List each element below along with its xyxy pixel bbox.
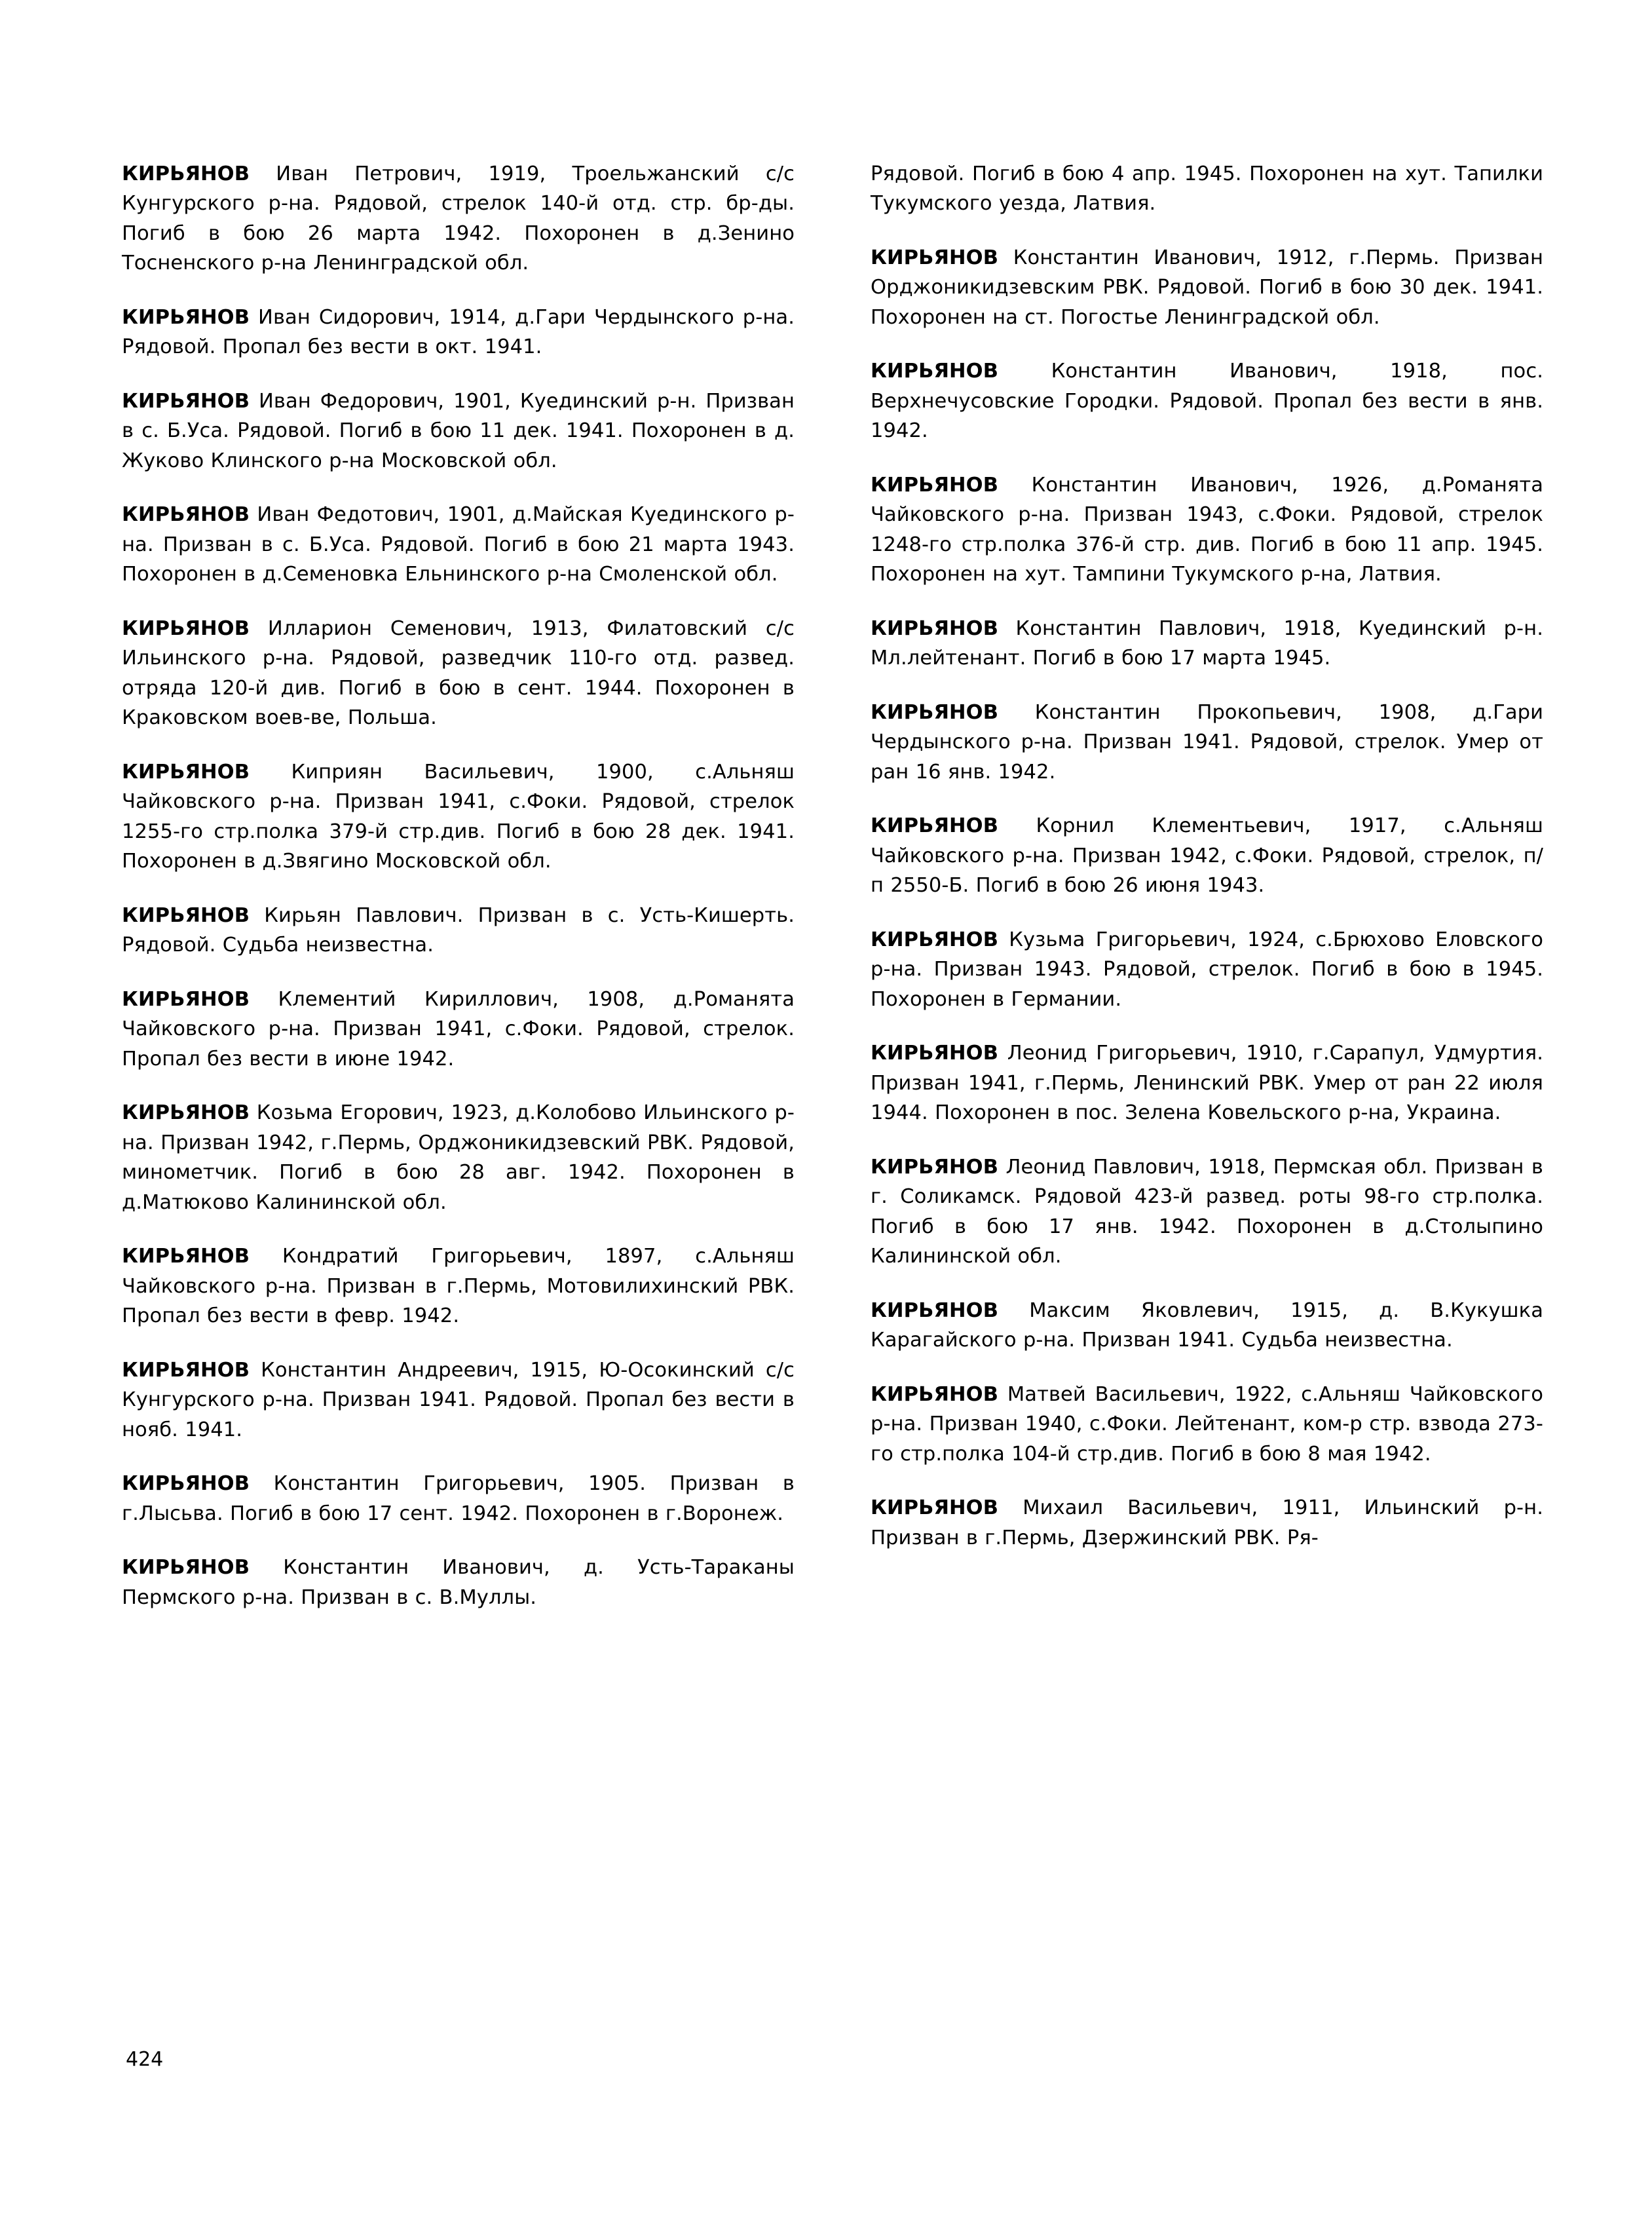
entry-surname: КИРЬЯНОВ <box>871 473 999 497</box>
list-item <box>122 985 795 1074</box>
entry-text: Михаил Васильевич, 1911, Ильинский р-н. Призван в г.Пермь, Дзержинский РВК. Ря- <box>871 1496 1543 1549</box>
entry-surname: КИРЬЯНОВ <box>122 1358 250 1382</box>
entry-text: Леонид Григорьевич, 1910, г.Сарапул, Удмуртия. Призван 1941, г.Пермь, Ленинский РВК. Умер от ран 22 июля 1944. Похоронен в пос. Зелена Ковельского р-на, Украина. <box>871 1042 1543 1124</box>
list-item <box>122 757 795 877</box>
entry-text: Матвей Васильевич, 1922, с.Альняш Чайковского р-на. Призван 1940, с.Фоки. Лейтенант, ком-р стр. взвода 273-го стр.полка 104-й стр.див. Погиб в бою 8 мая 1942. <box>871 1382 1543 1466</box>
entry-text: Леонид Павлович, 1918, Пермская обл. Призван в г. Соликамск. Рядовой 423-й развед. роты 98-го стр.полка. Погиб в бою 17 янв. 1942. Похоронен в д.Столыпино Калининской обл. <box>871 1155 1543 1268</box>
entry-surname: КИРЬЯНОВ <box>122 760 250 784</box>
entry-text: Константин Иванович, д. Усть-Тараканы Пермского р-на. Призван в с. В.Муллы. <box>122 1556 795 1609</box>
list-item <box>871 698 1543 787</box>
entry-surname: КИРЬЯНОВ <box>122 1101 250 1124</box>
list-item <box>871 470 1543 590</box>
column-right <box>871 139 1543 1612</box>
list-item <box>122 1356 795 1445</box>
column-left <box>122 139 795 1612</box>
entry-surname: КИРЬЯНОВ <box>122 305 250 329</box>
entry-text: Кондратий Григорьевич, 1897, с.Альняш Чайковского р-на. Призван в г.Пермь, Мотовилихинский РВК. Пропал без вести в февр. 1942. <box>122 1245 795 1327</box>
list-item <box>871 1038 1543 1128</box>
entry-surname: КИРЬЯНОВ <box>122 503 250 526</box>
entry-surname: КИРЬЯНОВ <box>122 987 250 1011</box>
entry-surname: КИРЬЯНОВ <box>871 1042 999 1065</box>
page-number: 424 <box>126 2048 164 2071</box>
entry-surname: КИРЬЯНОВ <box>122 389 250 413</box>
list-item <box>871 356 1543 446</box>
entry-text: Константин Павлович, 1918, Куединский р-н. Мл.лейтенант. Погиб в бою 17 марта 1945. <box>871 616 1543 670</box>
list-item <box>871 811 1543 901</box>
entry-text: Рядовой. Погиб в бою 4 апр. 1945. Похоронен на хут. Тапилки Тукумского уезда, Латвия. <box>871 162 1543 215</box>
list-item <box>871 614 1543 673</box>
text-columns <box>122 139 1543 1612</box>
list-item <box>871 1152 1543 1272</box>
entry-surname: КИРЬЯНОВ <box>871 928 999 951</box>
entry-surname: КИРЬЯНОВ <box>871 1496 999 1519</box>
list-item <box>122 1469 795 1528</box>
entry-surname: КИРЬЯНОВ <box>871 700 999 724</box>
entry-text: Иван Петрович, 1919, Троельжанский с/с Кунгурского р-на. Рядовой, стрелок 140-й отд. стр. бр-ды. Погиб в бою 26 марта 1942. Похоронен в д.Зенино Тосненского р-на Ленинградской обл. <box>122 162 795 275</box>
entry-surname: КИРЬЯНОВ <box>122 162 250 185</box>
entry-surname: КИРЬЯНОВ <box>871 246 999 269</box>
list-item <box>871 1296 1543 1356</box>
entry-surname: КИРЬЯНОВ <box>871 616 999 640</box>
entry-surname: КИРЬЯНОВ <box>122 903 250 927</box>
list-item <box>122 614 795 733</box>
list-item <box>122 303 795 362</box>
list-item <box>122 387 795 476</box>
list-item <box>122 159 795 278</box>
entry-text: Киприян Васильевич, 1900, с.Альняш Чайковского р-на. Призван 1941, с.Фоки. Рядовой, стрелок 1255-го стр.полка 379-й стр.див. Погиб в бою 28 дек. 1941. Похоронен в д.Звягино Московской обл. <box>122 760 795 873</box>
entry-surname: КИРЬЯНОВ <box>122 1556 250 1579</box>
list-item <box>122 500 795 590</box>
entry-text: Константин Иванович, 1912, г.Пермь. Призван Орджоникидзевским РВК. Рядовой. Погиб в бою 30 дек. 1941. Похоронен на ст. Погостье Ленинградской обл. <box>871 246 1543 329</box>
entry-text: Корнил Клементьевич, 1917, с.Альняш Чайковского р-на. Призван 1942, с.Фоки. Рядовой, стрелок, п/п 2550-Б. Погиб в бою 26 июня 1943. <box>871 814 1543 897</box>
list-item <box>871 925 1543 1015</box>
entry-text: Константин Иванович, 1926, д.Романята Чайковского р-на. Призван 1943, с.Фоки. Рядовой, стрелок 1248-го стр.полка 376-й стр. див. Погиб в бою 11 апр. 1945. Похоронен на хут. Тампини Тукумского р-на, Латвия. <box>871 473 1543 586</box>
entry-text: Максим Яковлевич, 1915, д. В.Кукушка Карагайского р-на. Призван 1941. Судьба неизвестна. <box>871 1299 1543 1352</box>
entry-text: Кузьма Григорьевич, 1924, с.Брюхово Еловского р-на. Призван 1943. Рядовой, стрелок. Погиб в бою в 1945. Похоронен в Германии. <box>871 928 1543 1011</box>
list-item <box>122 901 795 960</box>
entry-text: Иван Федорович, 1901, Куединский р-н. Призван в с. Б.Уса. Рядовой. Погиб в бою 11 дек. 1941. Похоронен в д. Жуково Клинского р-на Московской обл. <box>122 389 795 472</box>
entry-text: Константин Прокопьевич, 1908, д.Гари Чердынского р-на. Призван 1941. Рядовой, стрелок. Умер от ран 16 янв. 1942. <box>871 700 1543 784</box>
list-item <box>871 243 1543 333</box>
entry-text: Иван Федотович, 1901, д.Майская Куединского р-на. Призван в с. Б.Уса. Рядовой. Погиб в бою 21 марта 1943. Похоронен в д.Семеновка Ельнинского р-на Смоленской обл. <box>122 503 795 586</box>
entry-surname: КИРЬЯНОВ <box>122 616 250 640</box>
entry-surname: КИРЬЯНОВ <box>122 1245 250 1268</box>
entry-text: Илларион Семенович, 1913, Филатовский с/с Ильинского р-на. Рядовой, разведчик 110-го отд. развед. отряда 120-й див. Погиб в бою в сент. 1944. Похоронен в Краковском воев-ве, Польша. <box>122 616 795 729</box>
entry-text: Константин Андреевич, 1915, Ю-Осокинский с/с Кунгурского р-на. Призван 1941. Рядовой. Пропал без вести в нояб. 1941. <box>122 1358 795 1441</box>
entry-text: Константин Григорьевич, 1905. Призван в г.Лысьва. Погиб в бою 17 сент. 1942. Похоронен в г.Воронеж. <box>122 1472 795 1525</box>
entry-text: Клементий Кириллович, 1908, д.Романята Чайковского р-на. Призван 1941, с.Фоки. Рядовой, стрелок. Пропал без вести в июне 1942. <box>122 987 795 1071</box>
entry-surname: КИРЬЯНОВ <box>122 1472 250 1495</box>
entry-text: Козьма Егорович, 1923, д.Колобово Ильинского р-на. Призван 1942, г.Пермь, Орджоникидзевский РВК. Рядовой, минометчик. Погиб в бою 28 авг. 1942. Похоронен в д.Матюково Калининской обл. <box>122 1101 795 1214</box>
entry-text: Константин Иванович, 1918, пос. Верхнечусовские Городки. Рядовой. Пропал без вести в янв. 1942. <box>871 360 1543 442</box>
entry-surname: КИРЬЯНОВ <box>871 814 999 837</box>
entry-surname: КИРЬЯНОВ <box>871 1299 999 1322</box>
list-item <box>122 1098 795 1217</box>
entry-surname: КИРЬЯНОВ <box>871 1382 999 1406</box>
list-item <box>122 1242 795 1331</box>
list-item <box>871 159 1543 219</box>
list-item <box>871 1380 1543 1470</box>
entry-surname: КИРЬЯНОВ <box>871 360 999 383</box>
list-item <box>122 1553 795 1612</box>
list-item <box>871 1493 1543 1553</box>
entry-text: Иван Сидорович, 1914, д.Гари Чердынского р-на. Рядовой. Пропал без вести в окт. 1941. <box>122 305 795 358</box>
entry-surname: КИРЬЯНОВ <box>871 1155 999 1179</box>
entry-text: Кирьян Павлович. Призван в с. Усть-Кишерть. Рядовой. Судьба неизвестна. <box>122 903 795 957</box>
